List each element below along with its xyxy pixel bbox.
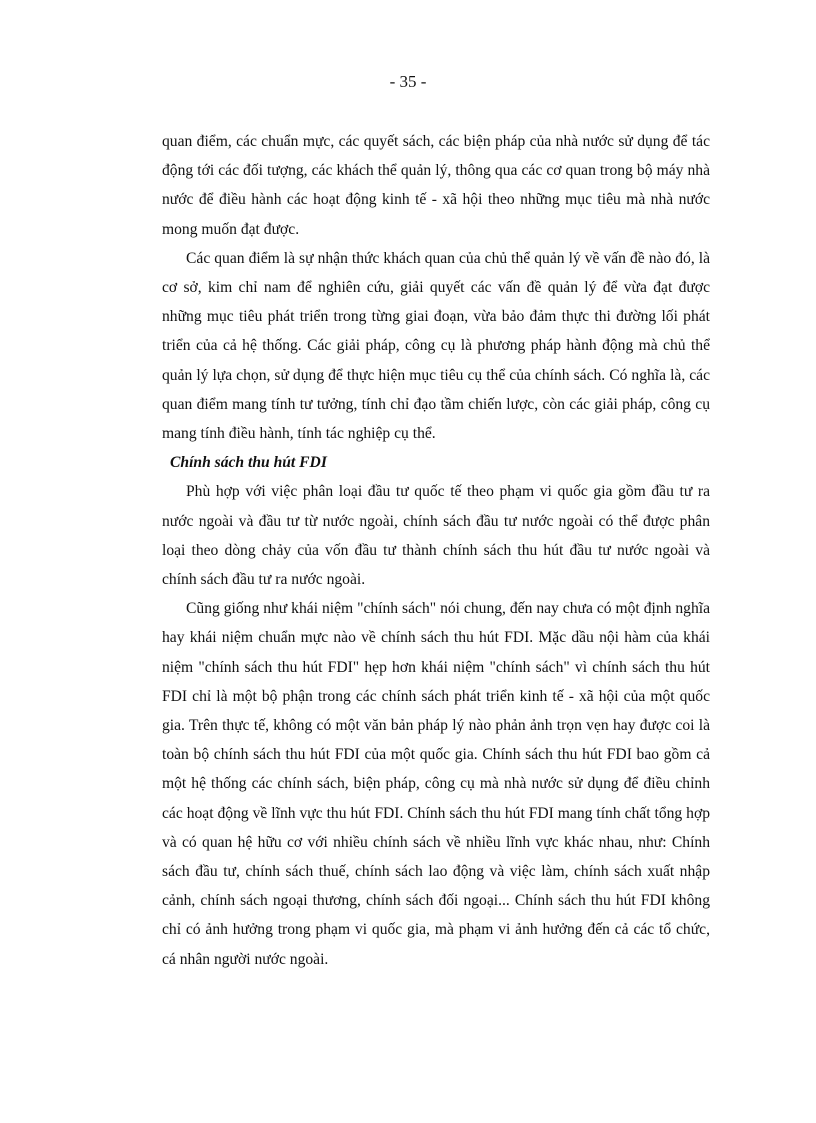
paragraph-fdi-policy: Cũng giống như khái niệm "chính sách" nói chung, đến nay chưa có một định nghĩa hay khái niệm chuẩn mực nào về chính sách thu hút FDI. Mặc dầu nội hàm của khái niệm "chính sách thu hút FDI" hẹp hơn khái niệm "chính sách" vì chính sách thu hút FDI chỉ là một bộ phận trong các chính sách phát triển kinh tế - xã hội của một quốc gia. Trên thực tế, không có một văn bản pháp lý nào phản ảnh trọn vẹn hay được coi là toàn bộ chính sách thu hút FDI của một quốc gia. Chính sách thu hút FDI bao gồm cả một hệ thống các chính sách, biện pháp, công cụ mà nhà nước sử dụng để điều chỉnh các hoạt động về lĩnh vực thu hút FDI. Chính sách thu hút FDI mang tính chất tổng hợp và có quan hệ hữu cơ với nhiều chính sách về nhiều lĩnh vực khác nhau, như: Chính sách đầu tư, chính sách thuế, chính sách lao động và việc làm, chính sách xuất nhập cảnh, chính sách ngoại thương, chính sách đối ngoại... Chính sách thu hút FDI không chỉ có ảnh hưởng trong phạm vi quốc gia, mà phạm vi ảnh hưởng đến cả các tổ chức, cá nhân người nước ngoài.	[162, 600, 710, 968]
page-number: - 35 -	[389, 72, 427, 91]
section-heading: Chính sách thu hút FDI	[170, 454, 327, 472]
paragraph-continuation: quan điểm, các chuẩn mực, các quyết sách, các biện pháp của nhà nước sử dụng để tác động tới các đối tượng, các khách thể quản lý, thông qua các cơ quan trong bộ máy nhà nước để điều hành các hoạt động kinh tế - xã hội theo những mục tiêu mà nhà nước mong muốn đạt được.	[162, 133, 710, 238]
paragraph-viewpoints: Các quan điểm là sự nhận thức khách quan của chủ thể quản lý về vấn đề nào đó, là cơ sở, kim chỉ nam để nghiên cứu, giải quyết các vấn đề quản lý để vừa đạt được những mục tiêu phát triển trong từng giai đoạn, vừa bảo đảm thực thi đường lối phát triển của cả hệ thống. Các giải pháp, công cụ là phương pháp hành động mà chủ thể quản lý lựa chọn, sử dụng để thực hiện mục tiêu cụ thể của chính sách. Có nghĩa là, các quan điểm mang tính tư tưởng, tính chỉ đạo tầm chiến lược, còn các giải pháp, công cụ mang tính điều hành, tính tác nghiệp cụ thể.	[162, 249, 710, 443]
document-body	[162, 127, 710, 974]
paragraph-classification: Phù hợp với việc phân loại đầu tư quốc tế theo phạm vi quốc gia gồm đầu tư ra nước ngoài và đầu tư từ nước ngoài, chính sách đầu tư nước ngoài có thể được phân loại theo dòng chảy của vốn đầu tư thành chính sách thu hút đầu tư nước ngoài và chính sách đầu tư ra nước ngoài.	[162, 483, 710, 589]
